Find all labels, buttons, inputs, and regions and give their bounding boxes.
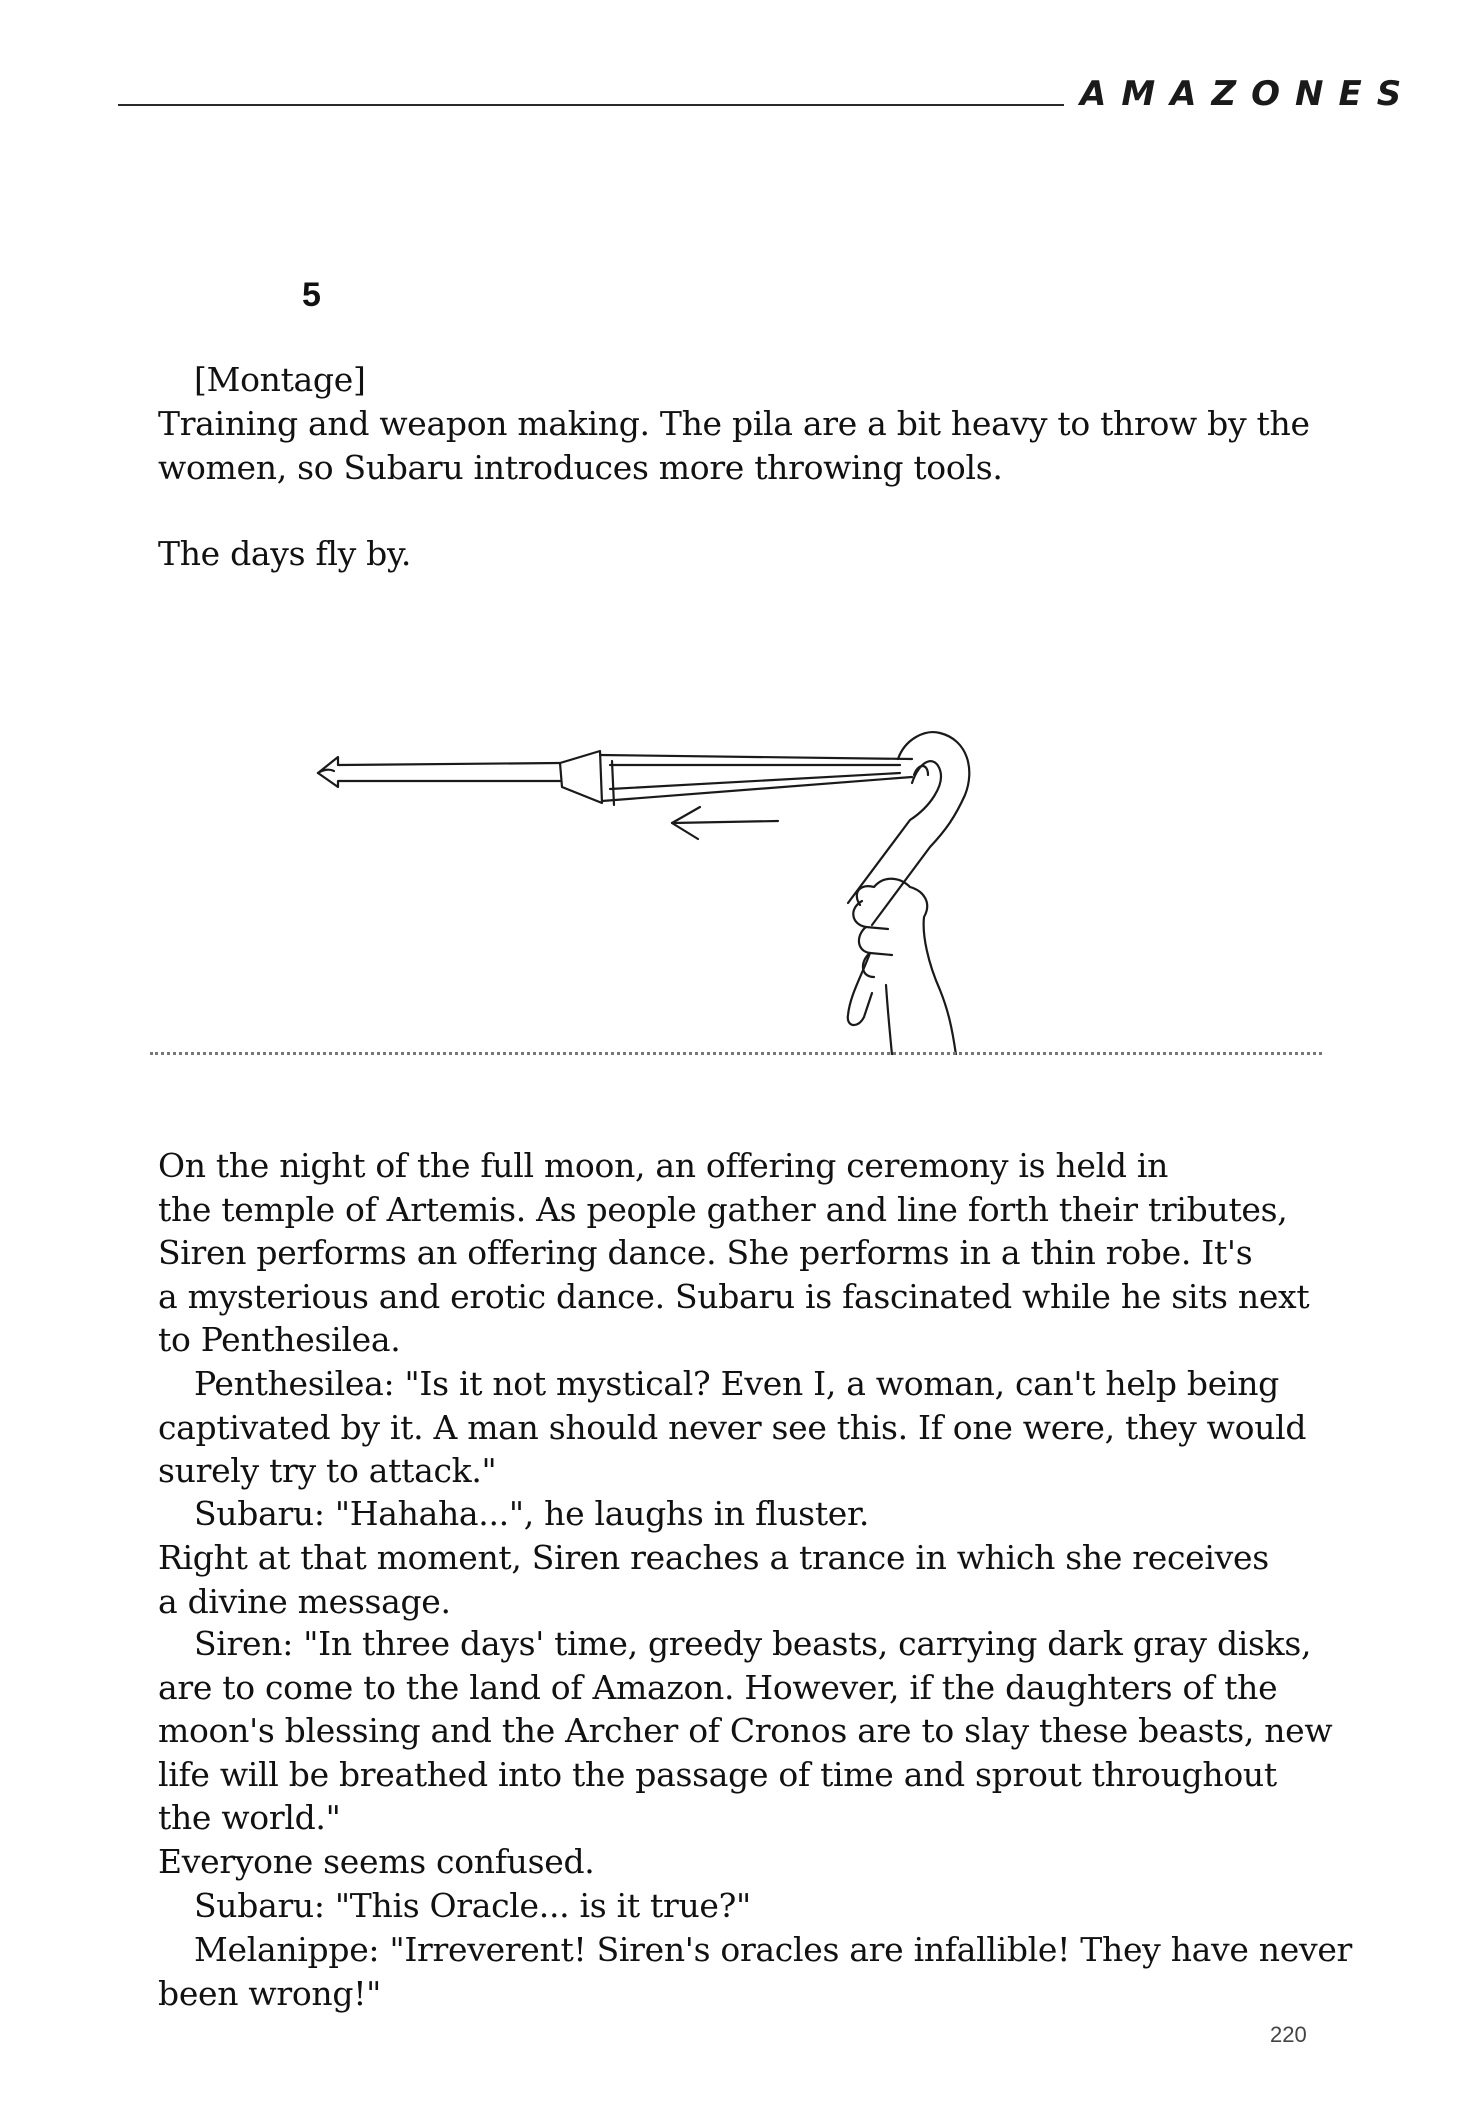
section-divider (150, 1052, 1322, 1055)
dart-shaft (318, 751, 912, 805)
throw-direction-arrow (672, 807, 778, 839)
siren-trance: Right at that moment, Siren reaches a trance in which she receives a divine message. (158, 1538, 1269, 1621)
ceremony-paragraph: On the night of the full moon, an offering ceremony is held in the temple of Artemis. As people gather and line forth their tributes, Siren performs an offering dance. She performs in a thin robe. It's a mysterious and erotic dance. Subaru is fascinated while he sits next to Penthesilea. (158, 1146, 1310, 1359)
everyone-confused: Everyone seems confused. (158, 1842, 595, 1881)
atlatl-thrower (848, 732, 969, 925)
subaru-laughs: Subaru: "Hahaha...", he laughs in fluster. (194, 1494, 870, 1533)
montage-label: [Montage] (194, 360, 366, 399)
days-fly-by: The days fly by. (158, 534, 412, 573)
subaru-question: Subaru: "This Oracle... is it true?" (194, 1886, 751, 1925)
section-number: 5 (302, 276, 321, 314)
melanippe-reply: Melanippe: "Irreverent! Siren's oracles are infallible! They have never been wrong!" (158, 1930, 1353, 2013)
page-number: 220 (1270, 2022, 1307, 2047)
throwing-hand (848, 879, 956, 1055)
spear-thrower-sketch (300, 715, 1080, 1055)
running-head: AMAZONES (1080, 74, 1417, 114)
montage-description: Training and weapon making. The pila are a bit heavy to throw by the women, so Subaru introduces more throwing tools. (158, 404, 1310, 487)
penthesilea-dialogue: Penthesilea: "Is it not mystical? Even I, a woman, can't help being captivated by it. A man should never see this. If one were, they would surely try to attack." (158, 1364, 1307, 1490)
header-rule (118, 104, 1064, 106)
siren-oracle: Siren: "In three days' time, greedy beasts, carrying dark gray disks, are to come to the land of Amazon. However, if the daughters of the moon's blessing and the Archer of Cronos are to slay these beasts, new life will be breathed into the passage of time and sprout throughout the world." (158, 1624, 1333, 1837)
